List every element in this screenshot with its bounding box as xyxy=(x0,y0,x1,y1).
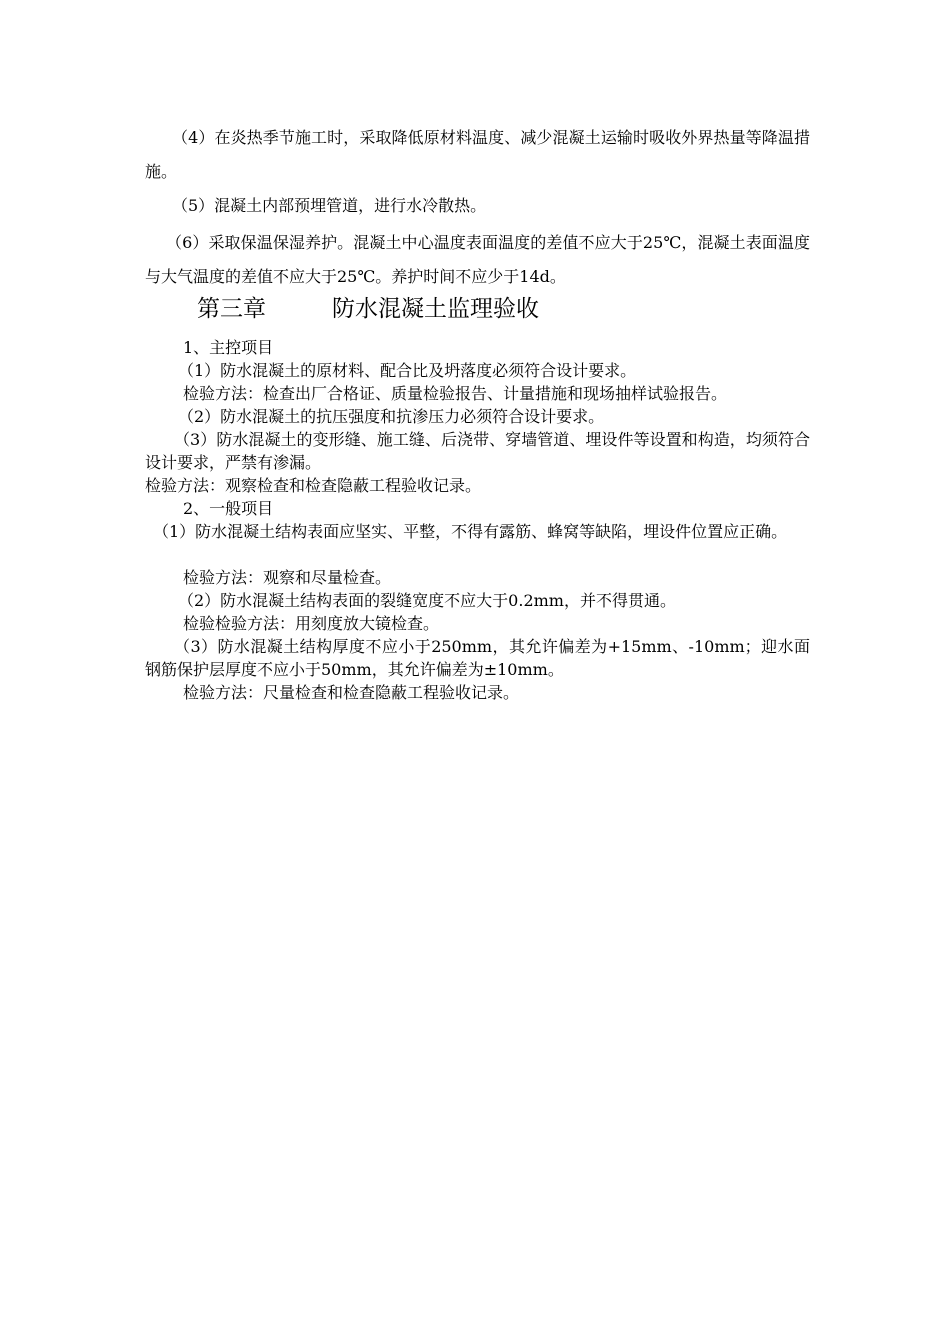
general-item-3-method: 检验方法：尺量检查和检查隐蔽工程验收记录。 xyxy=(183,683,520,702)
chapter-title: 防水混凝土监理验收 xyxy=(332,296,539,322)
section-heading-general: 2、一般项目 xyxy=(183,499,274,518)
paragraph-pipe-cooling: （5）混凝土内部预埋管道，进行水冷散热。 xyxy=(172,196,487,215)
main-item-2: （2）防水混凝土的抗压强度和抗渗压力必须符合设计要求。 xyxy=(178,407,605,426)
main-item-3: （3）防水混凝土的变形缝、施工缝、后浇带、穿墙管道、埋设件等设置和构造，均须符合设计要求，严禁有渗漏。 xyxy=(145,430,810,472)
general-item-3: （3）防水混凝土结构厚度不应小于250mm，其允许偏差为+15mm、-10mm；迎水面钢筋保护层厚度不应小于50mm，其允许偏差为±10mm。 xyxy=(145,637,810,679)
general-item-2: （2）防水混凝土结构表面的裂缝宽度不应大于0.2mm，并不得贯通。 xyxy=(178,591,676,610)
general-item-1: （1）防水混凝土结构表面应坚实、平整，不得有露筋、蜂窝等缺陷，埋设件位置应正确。 xyxy=(153,522,788,541)
general-item-1-method: 检验方法：观察和尽量检查。 xyxy=(183,568,392,587)
main-item-1-method: 检验方法：检查出厂合格证、质量检验报告、计量措施和现场抽样试验报告。 xyxy=(183,384,728,403)
section-heading-main-control: 1、主控项目 xyxy=(183,338,274,357)
main-item-1: （1）防水混凝土的原材料、配合比及坍落度必须符合设计要求。 xyxy=(178,361,637,380)
paragraph-cooling-measures: （4）在炎热季节施工时，采取降低原材料温度、减少混凝土运输时吸收外界热量等降温措施。 xyxy=(145,128,810,181)
general-item-2-method: 检验检验方法：用刻度放大镜检查。 xyxy=(183,614,440,633)
chapter-heading xyxy=(197,292,539,326)
chapter-number: 第三章 xyxy=(197,296,266,322)
paragraph-curing: （6）采取保温保湿养护。混凝土中心温度表面温度的差值不应大于25℃，混凝土表面温度与大气温度的差值不应大于25℃。养护时间不应少于14d。 xyxy=(145,233,810,286)
main-item-3-method: 检验方法：观察检查和检查隐蔽工程验收记录。 xyxy=(145,476,482,495)
